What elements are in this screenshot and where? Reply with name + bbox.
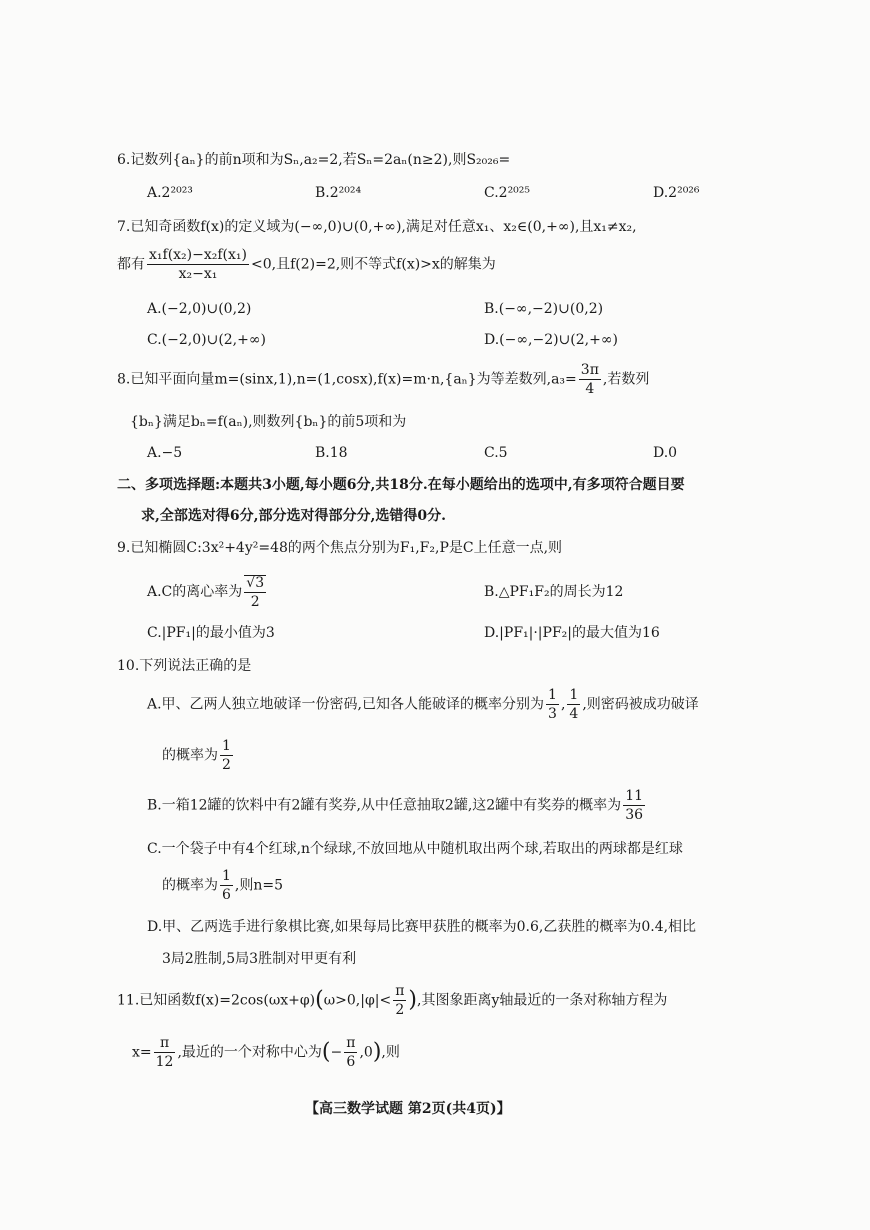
q11-condition: ω>0,|φ|< xyxy=(323,992,392,1009)
q7-option-b: B.(−∞,−2)∪(0,2) xyxy=(484,301,604,317)
q6-option-a: A.2²⁰²³ xyxy=(147,185,193,201)
q8-stem-line2: {bₙ}满足bₙ=f(aₙ),则数列{bₙ}的前5项和为 xyxy=(130,414,407,430)
q10-a-prefix: A.甲、乙两人独立地破译一份密码,已知各人能破译的概率分别为 xyxy=(147,696,545,713)
q7-fraction-denominator: x₂−x₁ xyxy=(178,266,218,282)
q10-c-prefix: 的概率为 xyxy=(162,877,218,894)
q9-option-a-denominator: 2 xyxy=(250,594,260,610)
section-2-heading-line2: 求,全部选对得6分,部分选对得部分分,选错得0分. xyxy=(141,508,446,524)
q10-c-suffix: ,则n=5 xyxy=(234,877,284,894)
q11-center-paren-close: ) xyxy=(372,1039,382,1065)
q11-cond-denominator: 2 xyxy=(395,1002,405,1018)
q10-c-numerator: 1 xyxy=(222,868,231,884)
q6-option-d: D.2²⁰²⁶ xyxy=(653,185,700,201)
q10-option-d-line2: 3局2胜制,5局3胜制对甲更有利 xyxy=(162,951,357,967)
q9-option-a-numerator: √3 xyxy=(246,575,265,591)
q9-option-a-text: A.C的离心率为 xyxy=(147,584,243,600)
q11-condition-fraction xyxy=(393,984,406,1017)
q10-a-fraction-1 xyxy=(546,688,559,721)
q9-option-d: D.|PF₁|·|PF₂|的最大值为16 xyxy=(484,625,660,641)
q11-center-numerator: π xyxy=(346,1035,356,1051)
q8-fraction-numerator: 3π xyxy=(580,362,599,378)
q11-function: 11.已知函数f(x)=2cos(ωx+φ) xyxy=(117,992,316,1009)
q9-option-b: B.△PF₁F₂的周长为12 xyxy=(484,584,624,600)
q11-line1-suffix: ,其图象距离y轴最近的一条对称轴方程为 xyxy=(417,992,668,1009)
q10-a-fraction-2 xyxy=(567,688,580,721)
q10-a-f2-denominator: 4 xyxy=(569,706,579,722)
q11-center-sign: − xyxy=(330,1044,343,1061)
q10-option-c-line1: C.一个袋子中有4个红球,n个绿球,不放回地从中随机取出两个球,若取出的两球都是红球 xyxy=(147,841,683,857)
q11-paren-open: ( xyxy=(315,987,324,1013)
q7-fraction-numerator: x₁f(x₂)−x₂f(x₁) xyxy=(149,247,247,263)
q7-option-d: D.(−∞,−2)∪(2,+∞) xyxy=(484,332,618,348)
q11-line2-mid: ,最近的一个对称中心为 xyxy=(177,1044,322,1061)
q8-stem-line1 xyxy=(117,363,649,396)
q10-a-f1-numerator: 1 xyxy=(548,687,557,703)
q8-suffix: ,若数列 xyxy=(602,371,650,388)
q11-axis-denominator: 12 xyxy=(155,1054,174,1070)
q8-option-c: C.5 xyxy=(484,445,508,461)
q10-a-f3-denominator: 2 xyxy=(222,757,231,773)
q10-a-fraction-3 xyxy=(220,739,233,772)
q11-paren-close: ) xyxy=(408,987,418,1013)
q7-fraction xyxy=(147,248,249,281)
q10-b-fraction xyxy=(623,789,645,822)
q10-c-denominator: 6 xyxy=(222,887,231,903)
q11-line1 xyxy=(117,984,667,1017)
q11-line2-suffix: ,则 xyxy=(381,1044,400,1061)
q10-b-numerator: 11 xyxy=(625,788,644,804)
q11-axis-prefix: x= xyxy=(132,1044,152,1061)
q11-line2 xyxy=(132,1036,400,1069)
q9-option-c: C.|PF₁|的最小值为3 xyxy=(147,625,275,641)
q10-a-line2-prefix: 的概率为 xyxy=(162,747,218,764)
q7-stem-line2 xyxy=(117,248,496,281)
q10-b-text: B.一箱12罐的饮料中有2罐有奖券,从中任意抽取2罐,这2罐中有奖券的概率为 xyxy=(147,797,622,814)
q10-stem: 10.下列说法正确的是 xyxy=(117,658,252,674)
q9-option-a xyxy=(147,575,268,609)
q6-option-c: C.2²⁰²⁵ xyxy=(484,185,531,201)
q8-option-b: B.18 xyxy=(315,445,348,461)
q10-a-separator: , xyxy=(560,696,566,713)
q10-option-a-line2 xyxy=(162,739,235,772)
q10-a-suffix: ,则密码被成功破译 xyxy=(582,696,699,713)
q10-a-f1-denominator: 3 xyxy=(548,706,557,722)
section-2-heading-line1: 二、多项选择题:本题共3小题,每小题6分,共18分.在每小题给出的选项中,有多项符合题目要 xyxy=(117,477,685,493)
q8-fraction xyxy=(579,363,601,396)
q10-option-d-line1: D.甲、乙两选手进行象棋比赛,如果每局比赛甲获胜的概率为0.6,乙获胜的概率为0.4,相比 xyxy=(147,919,697,935)
q9-option-a-fraction xyxy=(244,575,266,609)
q10-a-f3-numerator: 1 xyxy=(222,738,231,754)
q8-option-d: D.0 xyxy=(653,445,678,461)
q11-cond-numerator: π xyxy=(395,983,405,999)
q11-axis-fraction xyxy=(154,1036,176,1069)
q10-a-f2-numerator: 1 xyxy=(569,687,579,703)
q7-prefix: 都有 xyxy=(117,256,145,273)
q10-b-denominator: 36 xyxy=(625,807,644,823)
q10-c-fraction xyxy=(220,869,233,902)
q10-option-a-line1 xyxy=(147,688,699,721)
q10-option-c-line2 xyxy=(162,869,283,902)
q11-center-fraction xyxy=(344,1036,357,1069)
q6-option-b: B.2²⁰²⁴ xyxy=(315,185,362,201)
q7-stem-line1: 7.已知奇函数f(x)的定义域为(−∞,0)∪(0,+∞),满足对任意x₁、x₂∈(0,+∞),且x₁≠x₂, xyxy=(117,219,637,235)
q7-option-c: C.(−2,0)∪(2,+∞) xyxy=(147,332,266,348)
q6-stem: 6.记数列{aₙ}的前n项和为Sₙ,a₂=2,若Sₙ=2aₙ(n≥2),则S₂₀₂₆= xyxy=(117,152,511,168)
q8-prefix: 8.已知平面向量m=(sinx,1),n=(1,cosx),f(x)=m·n,{aₙ}为等差数列,a₃= xyxy=(117,371,577,388)
q11-axis-numerator: π xyxy=(154,1036,176,1053)
q7-suffix: <0,且f(2)=2,则不等式f(x)>x的解集为 xyxy=(250,256,496,273)
q9-stem: 9.已知椭圆C:3x²+4y²=48的两个焦点分别为F₁,F₂,P是C上任意一点,则 xyxy=(117,540,563,556)
q8-fraction-denominator: 4 xyxy=(585,381,595,397)
q7-option-a: A.(−2,0)∪(0,2) xyxy=(147,301,252,317)
page-footer: 【高三数学试题 第2页(共4页)】 xyxy=(305,1101,511,1117)
q10-option-b xyxy=(147,789,647,822)
q11-center-denominator: 6 xyxy=(346,1054,356,1070)
q11-center-paren-open: ( xyxy=(321,1039,331,1065)
q8-option-a: A.−5 xyxy=(147,445,183,461)
q11-center-suffix: ,0 xyxy=(359,1044,373,1061)
